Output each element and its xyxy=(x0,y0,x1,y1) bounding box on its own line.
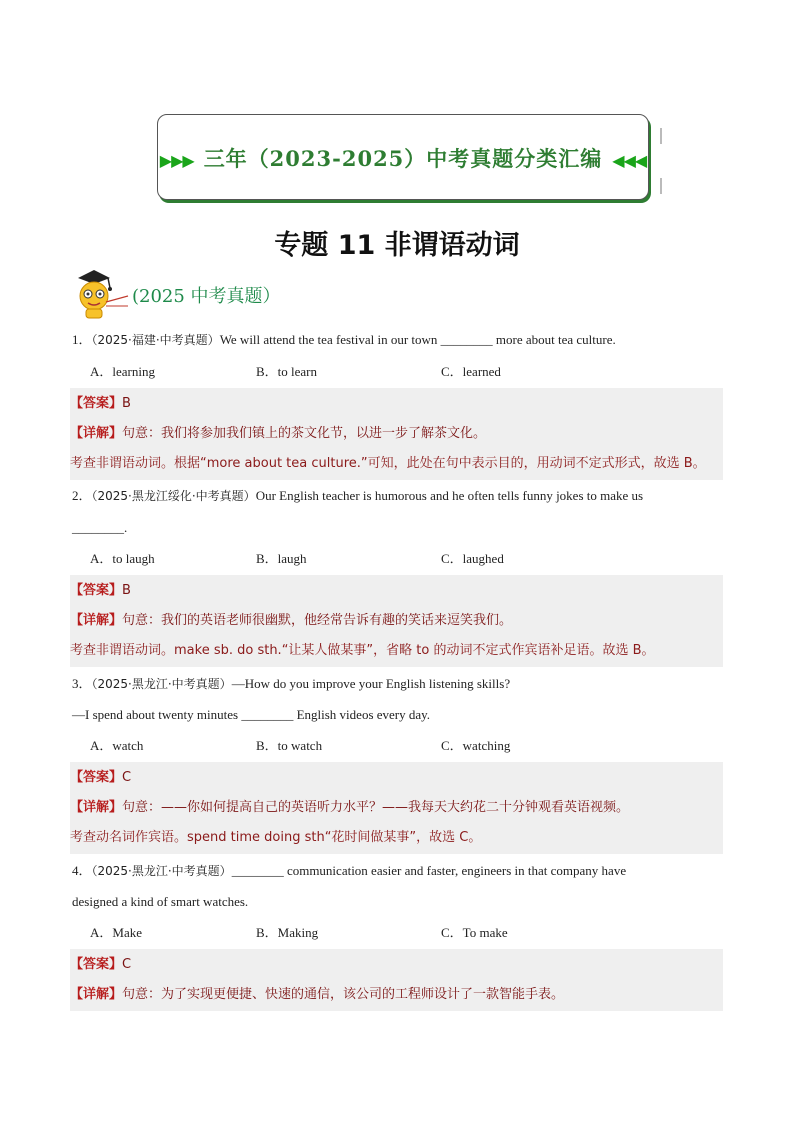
answer-line: 【答案】C xyxy=(70,770,132,785)
answer-value: B xyxy=(122,396,131,411)
detail-line: 【详解】句意：——你如何提高自己的英语听力水平？——我每天大约花二十分钟观看英语视频。 xyxy=(70,800,630,815)
answer-line: 【答案】B xyxy=(70,583,131,598)
question-3 xyxy=(72,674,510,694)
answer-value: C xyxy=(122,770,132,785)
page-title: 专题 11 非谓语动词 xyxy=(274,230,520,261)
option-c: C．To make xyxy=(441,925,508,940)
section-heading: (2025 中考真题） xyxy=(132,286,281,307)
option-a: A．to laugh xyxy=(90,551,155,566)
crop-mark xyxy=(660,128,662,144)
explanation-line: 考查非谓语动词。根据“more about tea culture.”可知，此处在句中表示目的，用动词不定式形式，故选 B。 xyxy=(70,456,706,471)
question-number: 3． xyxy=(72,676,92,691)
option-b: B．laugh xyxy=(256,551,307,566)
question-source: （2025·福建·中考真题） xyxy=(91,333,220,347)
option-b: B．to watch xyxy=(256,738,323,753)
question-source: （2025·黑龙江绥化·中考真题） xyxy=(91,489,256,503)
option-c: C．watching xyxy=(441,738,511,753)
option-c: C．laughed xyxy=(441,551,504,566)
answer-line: 【答案】C xyxy=(70,957,132,972)
answer-block-4 xyxy=(70,949,723,1011)
question-source: （2025·黑龙江·中考真题） xyxy=(91,864,232,878)
answer-value: C xyxy=(122,957,132,972)
question-source: （2025·黑龙江·中考真题） xyxy=(91,677,232,691)
banner-title: 三年（2023-2025）中考真题分类汇编 xyxy=(203,146,603,171)
question-stem-continued: ________. xyxy=(72,520,128,535)
detail-line: 【详解】句意：为了实现更便捷、快速的通信，该公司的工程师设计了一款智能手表。 xyxy=(70,987,565,1002)
question-number: 2． xyxy=(72,488,92,503)
option-b: B．Making xyxy=(256,925,319,940)
question-1 xyxy=(72,330,616,350)
explanation-line: 考查非谓语动词。make sb. do sth.“让某人做某事”，省略 to 的动词不定式作宾语补足语。故选 B。 xyxy=(70,643,655,658)
question-2 xyxy=(72,486,643,506)
question-4 xyxy=(72,861,626,881)
title-banner xyxy=(157,114,649,200)
answer-block-2 xyxy=(70,575,723,667)
option-a: A．watch xyxy=(90,738,144,753)
arrow-left-icons: ◀◀◀ xyxy=(612,151,647,170)
question-stem-continued: —I spend about twenty minutes ________ English videos every day. xyxy=(72,707,431,722)
banner-title-line xyxy=(158,143,648,173)
crop-mark xyxy=(660,178,662,194)
explanation-line: 考查动名词作宾语。spend time doing sth“花时间做某事”，故选 C。 xyxy=(70,830,482,845)
option-a: A．Make xyxy=(90,925,142,940)
detail-line: 【详解】句意：我们将参加我们镇上的茶文化节，以进一步了解茶文化。 xyxy=(70,426,487,441)
option-c: C．learned xyxy=(441,364,501,379)
question-stem: We will attend the tea festival in our town ________ more about tea culture. xyxy=(219,332,616,347)
answer-value: B xyxy=(122,583,131,598)
answer-block-1 xyxy=(70,388,723,480)
question-number: 1． xyxy=(72,332,92,347)
question-stem: —How do you improve your English listening skills? xyxy=(231,676,511,691)
answer-line: 【答案】B xyxy=(70,396,131,411)
question-stem: ________ communication easier and faster, engineers in that company have xyxy=(231,863,627,878)
answer-block-3 xyxy=(70,762,723,854)
arrow-right-icons: ▶▶▶ xyxy=(159,151,194,170)
question-stem: Our English teacher is humorous and he often tells funny jokes to make us xyxy=(255,488,644,503)
question-number: 4． xyxy=(72,863,92,878)
option-a: A．learning xyxy=(90,364,155,379)
detail-line: 【详解】句意：我们的英语老师很幽默，他经常告诉有趣的笑话来逗笑我们。 xyxy=(70,613,513,628)
option-b: B．to learn xyxy=(256,364,318,379)
question-stem-continued: designed a kind of smart watches. xyxy=(72,894,249,909)
scholar-mascot-icon xyxy=(70,266,130,320)
